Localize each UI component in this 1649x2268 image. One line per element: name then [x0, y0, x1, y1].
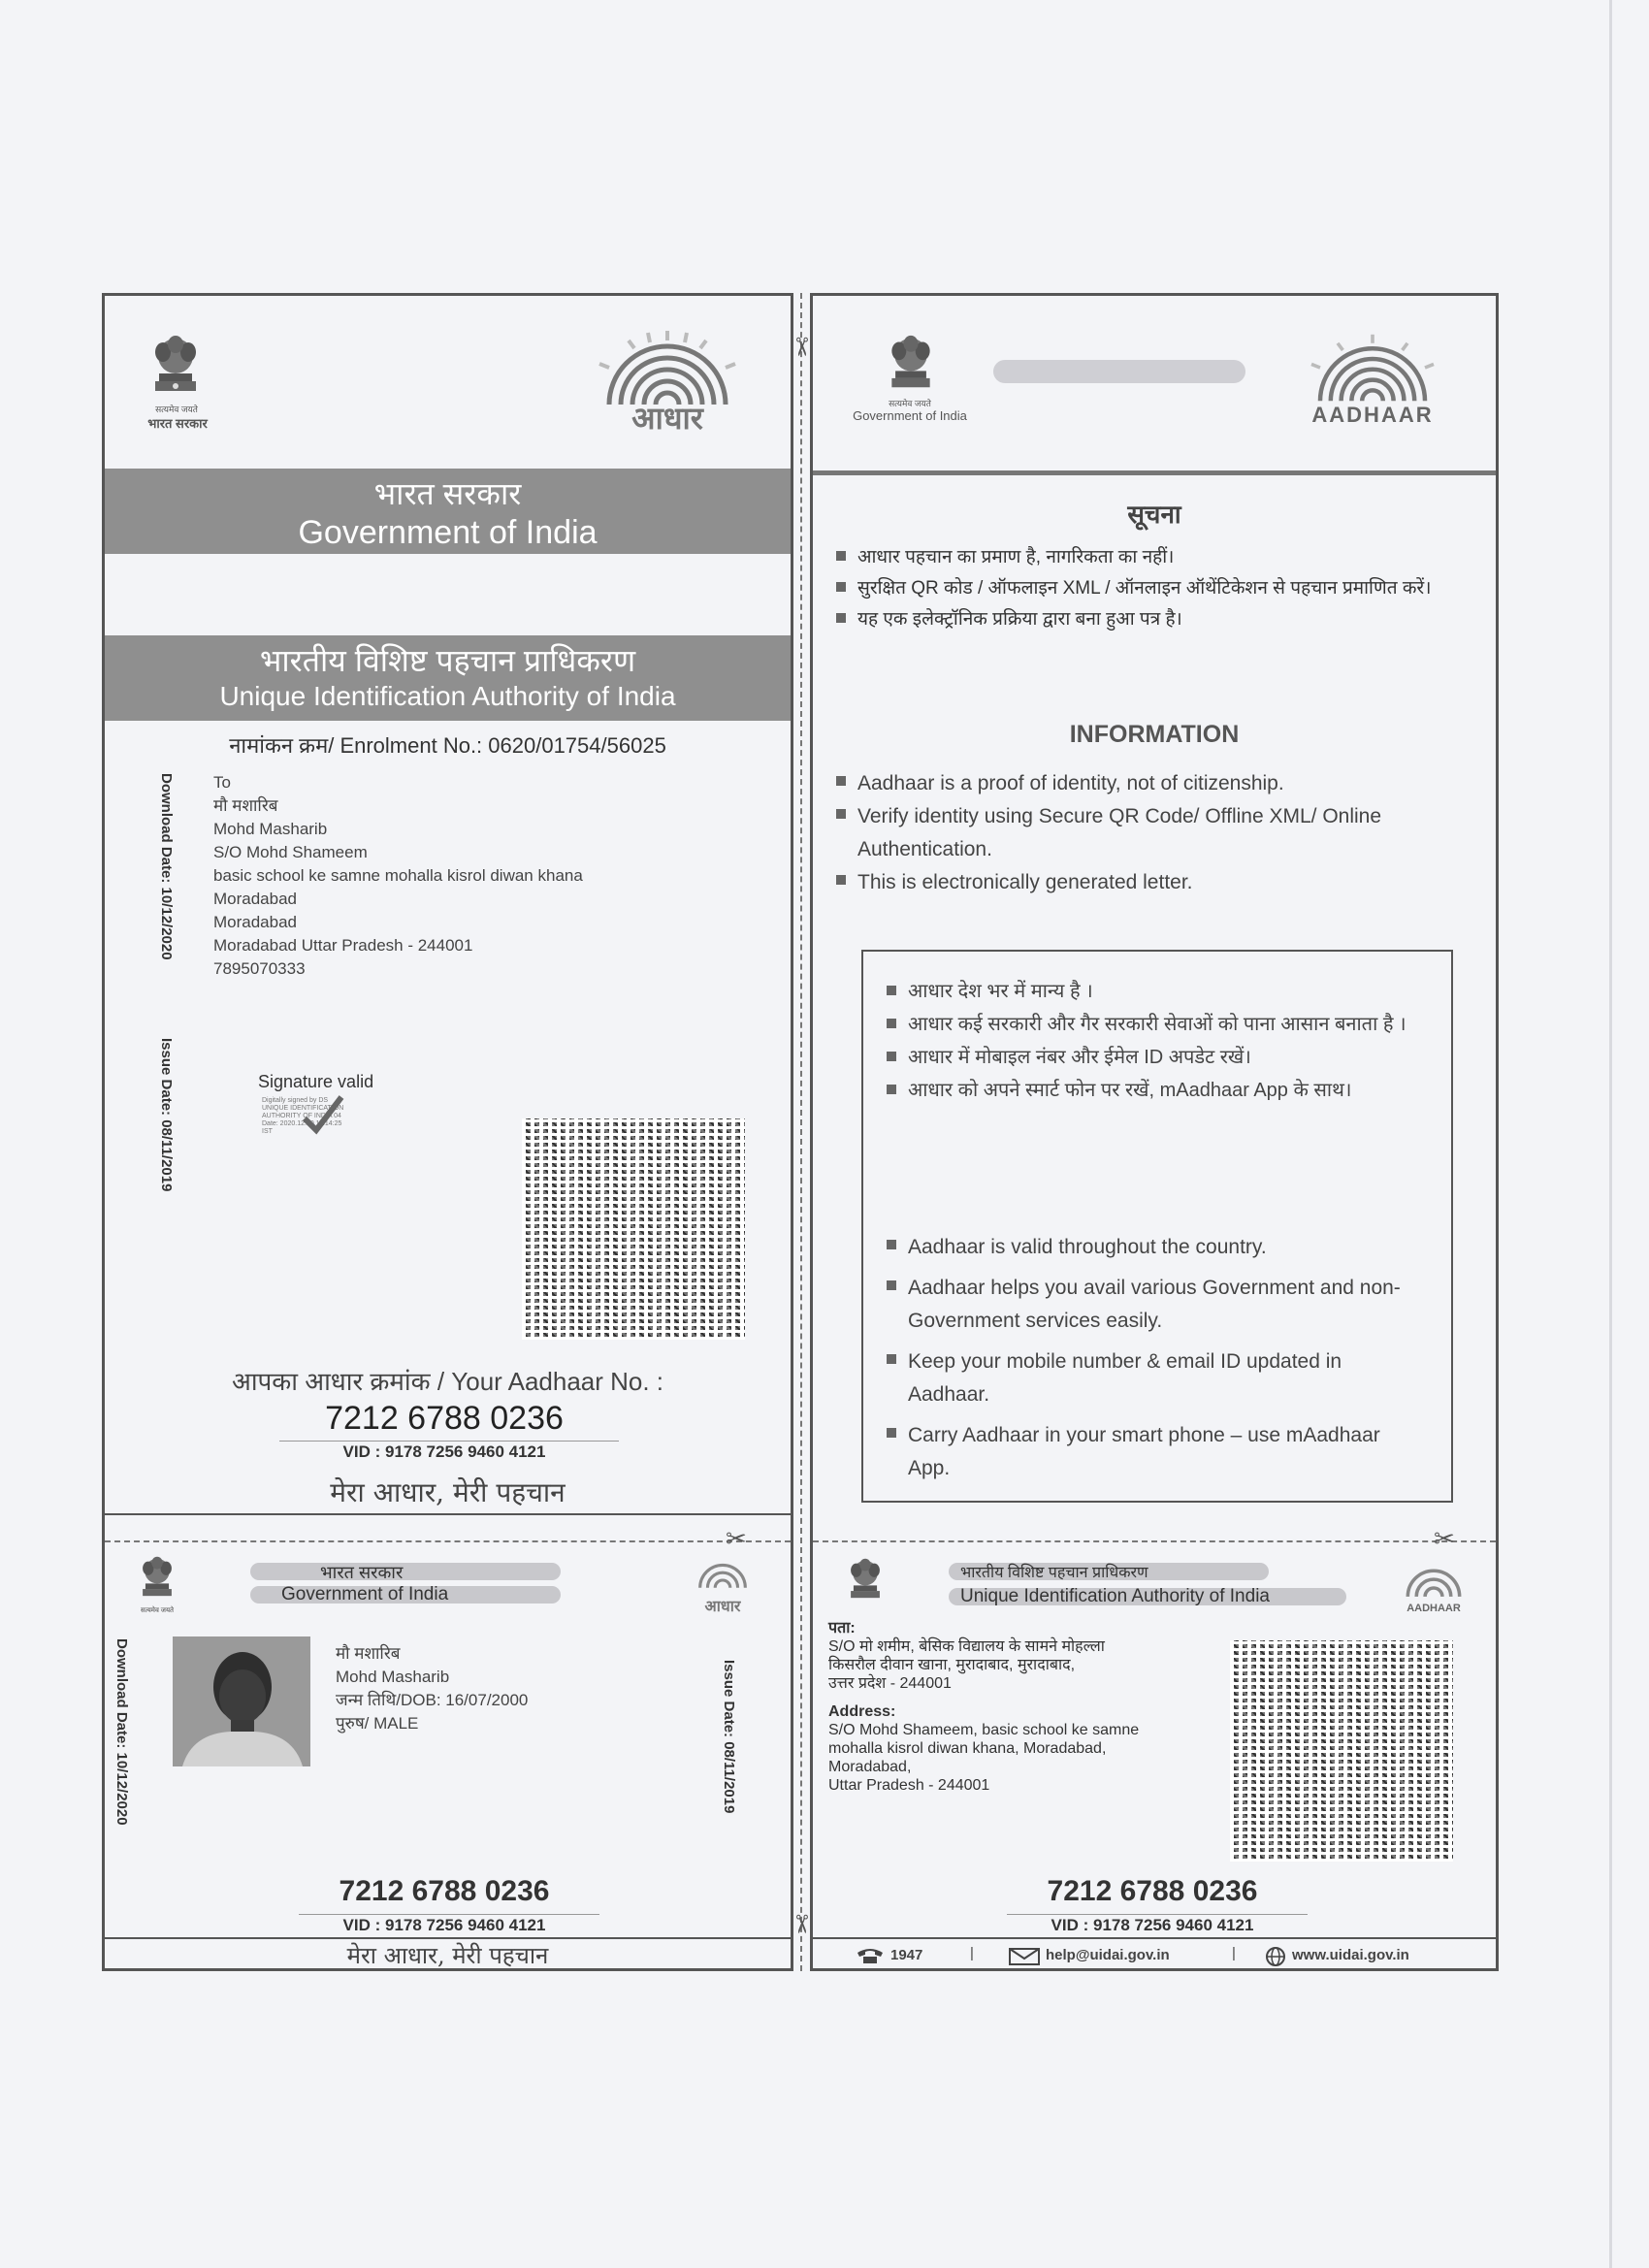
card-address [828, 1619, 1216, 1795]
info-title: INFORMATION [1069, 721, 1240, 748]
aadhaar-logo-text: आधार [631, 401, 703, 436]
info-list [834, 767, 1474, 899]
notice-list [834, 542, 1455, 635]
notice-item: आधार पहचान का प्रमाण है, नागरिकता का नहीं। [834, 542, 1455, 573]
globe-icon [1265, 1946, 1286, 1972]
footer-website: www.uidai.gov.in [1292, 1947, 1409, 1963]
signature-valid-label: Signature valid [258, 1072, 374, 1091]
emblem-motto: सत्यमेव जयते [155, 405, 198, 414]
address-line: Moradabad Uttar Pradesh - 244001 [213, 936, 473, 955]
aadhaar-number-label: आपका आधार क्रमांक / Your Aadhaar No. : [231, 1367, 664, 1396]
card-header-hi: भारतीय विशिष्ट पहचान प्राधिकरण [960, 1565, 1148, 1581]
enrolment-number: नामांकन क्रम/ Enrolment No.: 0620/01754/56025 [229, 733, 666, 758]
card-aadhaar-logo [689, 1557, 757, 1616]
divider [105, 1513, 791, 1515]
card-logo-text: आधार [704, 1599, 741, 1615]
holder-dob: जन्म तिथि/DOB: 16/07/2000 [336, 1691, 529, 1709]
card-aadhaar-number: 7212 6788 0236 [1047, 1875, 1258, 1907]
aadhaar-number: 7212 6788 0236 [325, 1400, 564, 1437]
card-slogan: मेरा आधार, मेरी पहचान [346, 1942, 549, 1969]
address-line: 7895070333 [213, 959, 306, 978]
signature-detail-line: Digitally signed by DS [262, 1097, 329, 1104]
info-item: Verify identity using Secure QR Code/ Offline XML/ Online Authentication. [834, 800, 1474, 866]
footer-separator: | [970, 1945, 974, 1961]
download-date: Download Date: 10/12/2020 [158, 773, 175, 960]
address-line-en: Moradabad, [828, 1759, 912, 1775]
gov-banner [105, 469, 791, 554]
info-box-item: Carry Aadhaar in your smart phone – use mAadhaar App. [885, 1419, 1408, 1485]
notice-item: सुरक्षित QR कोड / ऑफलाइन XML / ऑनलाइन ऑथेंटिकेशन से पहचान प्रमाणित करें। [834, 573, 1455, 604]
card-logo-text: AADHAAR [1406, 1603, 1461, 1614]
page-edge [1609, 0, 1612, 2268]
national-emblem-icon [883, 331, 939, 399]
address-line: मौ मशारिब [213, 796, 278, 815]
info-box-item: आधार देश भर में मान्य है । [885, 977, 1408, 1006]
gov-banner-hi: भारत सरकार [373, 476, 522, 511]
address-line: Moradabad [213, 913, 298, 931]
address-line-en: mohalla kisrol diwan khana, Moradabad, [828, 1740, 1107, 1757]
signature-detail-line: IST [262, 1128, 273, 1135]
info-box-hi-list [885, 977, 1408, 1105]
aadhaar-fingerprint-icon [689, 1557, 757, 1590]
number-underline [1007, 1914, 1308, 1915]
info-box-item: Keep your mobile number & email ID updated in Aadhaar. [885, 1345, 1408, 1411]
address-line: basic school ke samne mohalla kisrol diwan khana [213, 866, 583, 885]
info-box-en-list [885, 1231, 1408, 1485]
email-icon [1009, 1948, 1040, 1970]
aadhaar-fingerprint-icon [1395, 1563, 1472, 1598]
info-box-item: Aadhaar is valid throughout the country. [885, 1231, 1408, 1264]
address-label-en: Address: [828, 1703, 896, 1720]
card-emblem-icon [136, 1553, 178, 1614]
info-box-item: आधार को अपने स्मार्ट फोन पर रखें, mAadhaar App के साथ। [885, 1076, 1408, 1105]
holder-details [336, 1642, 528, 1735]
info-item: Aadhaar is a proof of identity, not of citizenship. [834, 767, 1474, 800]
footer-email: help@uidai.gov.in [1046, 1947, 1170, 1963]
header-divider [813, 470, 1496, 475]
aadhaar-logo [1280, 333, 1465, 430]
aadhaar-fingerprint-icon [580, 329, 755, 406]
card-vid-number: VID : 9178 7256 9460 4121 [1051, 1916, 1254, 1934]
center-cut-line [787, 293, 817, 1971]
scissors-icon: ✂ [1434, 1524, 1455, 1553]
uidai-banner [105, 635, 791, 721]
card-vid-number: VID : 9178 7256 9460 4121 [342, 1916, 546, 1934]
emblem-motto: सत्यमेव जयते [889, 399, 931, 408]
address-line: Moradabad [213, 890, 298, 908]
card-aadhaar-number: 7212 6788 0236 [339, 1875, 550, 1907]
address-line-en: S/O Mohd Shameem, basic school ke samne [828, 1722, 1140, 1738]
number-underline [299, 1914, 599, 1915]
card-download-date: Download Date: 10/12/2020 [113, 1638, 130, 1826]
cut-line [813, 1540, 1496, 1542]
emblem-caption: Government of India [853, 408, 967, 423]
slogan: मेरा आधार, मेरी पहचान [330, 1476, 566, 1508]
card-qr-code [1230, 1640, 1453, 1862]
qr-code [522, 1118, 745, 1340]
number-underline [279, 1441, 619, 1442]
card-emblem-motto: सत्यमेव जयते [140, 1607, 175, 1614]
signature-detail-line: Date: 2020.12.10 11:14:25 [262, 1120, 342, 1127]
notice-item: यह एक इलेक्ट्रॉनिक प्रक्रिया द्वारा बना हुआ पत्र है। [834, 604, 1455, 635]
scissors-icon: ✂ [787, 336, 817, 358]
recipient-address [213, 771, 698, 981]
uidai-banner-en: Unique Identification Authority of India [219, 681, 676, 711]
holder-name-hi: मौ मशारिब [336, 1644, 401, 1663]
holder-photo [173, 1636, 310, 1766]
card-aadhaar-logo [1395, 1563, 1472, 1614]
card-header-en: Unique Identification Authority of India [960, 1586, 1270, 1606]
info-item: This is electronically generated letter. [834, 866, 1474, 899]
phone-icon [856, 1945, 885, 1969]
card-header-hi: भारत सरकार [320, 1563, 404, 1582]
gov-banner-en: Government of India [298, 514, 598, 551]
info-box-item: आधार कई सरकारी और गैर सरकारी सेवाओं को पाना आसान बनाता है । [885, 1010, 1408, 1039]
address-line: To [213, 773, 231, 792]
dashed-line [800, 293, 802, 1971]
aadhaar-logo [580, 329, 755, 436]
card-issue-date: Issue Date: 08/11/2019 [721, 1660, 737, 1814]
divider [813, 1937, 1496, 1939]
address-line-en: Uttar Pradesh - 244001 [828, 1777, 990, 1794]
signature-detail-line: UNIQUE IDENTIFICATION [262, 1105, 344, 1112]
aadhaar-logo-text: AADHAAR [1311, 403, 1434, 427]
card-emblem-icon [844, 1553, 887, 1611]
address-line-hi: उत्तर प्रदेश - 244001 [828, 1675, 952, 1692]
cut-line [105, 1540, 791, 1542]
holder-gender: पुरुष/ MALE [336, 1714, 419, 1733]
address-line-hi: किसरौल दीवान खाना, मुरादाबाद, मुरादाबाद, [828, 1657, 1076, 1673]
card-header-en: Government of India [281, 1584, 449, 1604]
address-label-hi: पता: [828, 1620, 856, 1636]
footer-separator: | [1232, 1945, 1236, 1961]
address-line: S/O Mohd Shameem [213, 843, 368, 861]
info-box-item: आधार में मोबाइल नंबर और ईमेल ID अपडेट रखें। [885, 1043, 1408, 1072]
header-band [993, 360, 1245, 383]
vid-number: VID : 9178 7256 9460 4121 [342, 1442, 546, 1461]
address-line-hi: S/O मो शमीम, बेसिक विद्यालय के सामने मोहल्ला [828, 1638, 1105, 1655]
address-line: Mohd Masharib [213, 820, 328, 838]
issue-date: Issue Date: 08/11/2019 [158, 1038, 175, 1192]
left-panel [102, 293, 793, 1971]
aadhaar-fingerprint-icon [1280, 333, 1465, 403]
signature-detail-line: AUTHORITY OF INDIA 04 [262, 1113, 341, 1119]
info-box [861, 950, 1453, 1503]
header-band [250, 1563, 561, 1580]
holder-name-en: Mohd Masharib [336, 1668, 450, 1686]
scissors-icon: ✂ [787, 1913, 817, 1935]
info-box-item: Aadhaar helps you avail various Government and non-Government services easily. [885, 1272, 1408, 1338]
notice-title: सूचना [1127, 500, 1181, 529]
footer-phone: 1947 [890, 1947, 923, 1963]
emblem-caption: भारत सरकार [147, 416, 208, 431]
scissors-icon: ✂ [726, 1524, 747, 1553]
aadhaar-letter [102, 293, 1499, 1971]
uidai-banner-hi: भारतीय विशिष्ट पहचान प्राधिकरण [259, 643, 636, 678]
checkmark-icon [299, 1091, 347, 1140]
right-panel [810, 293, 1499, 1971]
